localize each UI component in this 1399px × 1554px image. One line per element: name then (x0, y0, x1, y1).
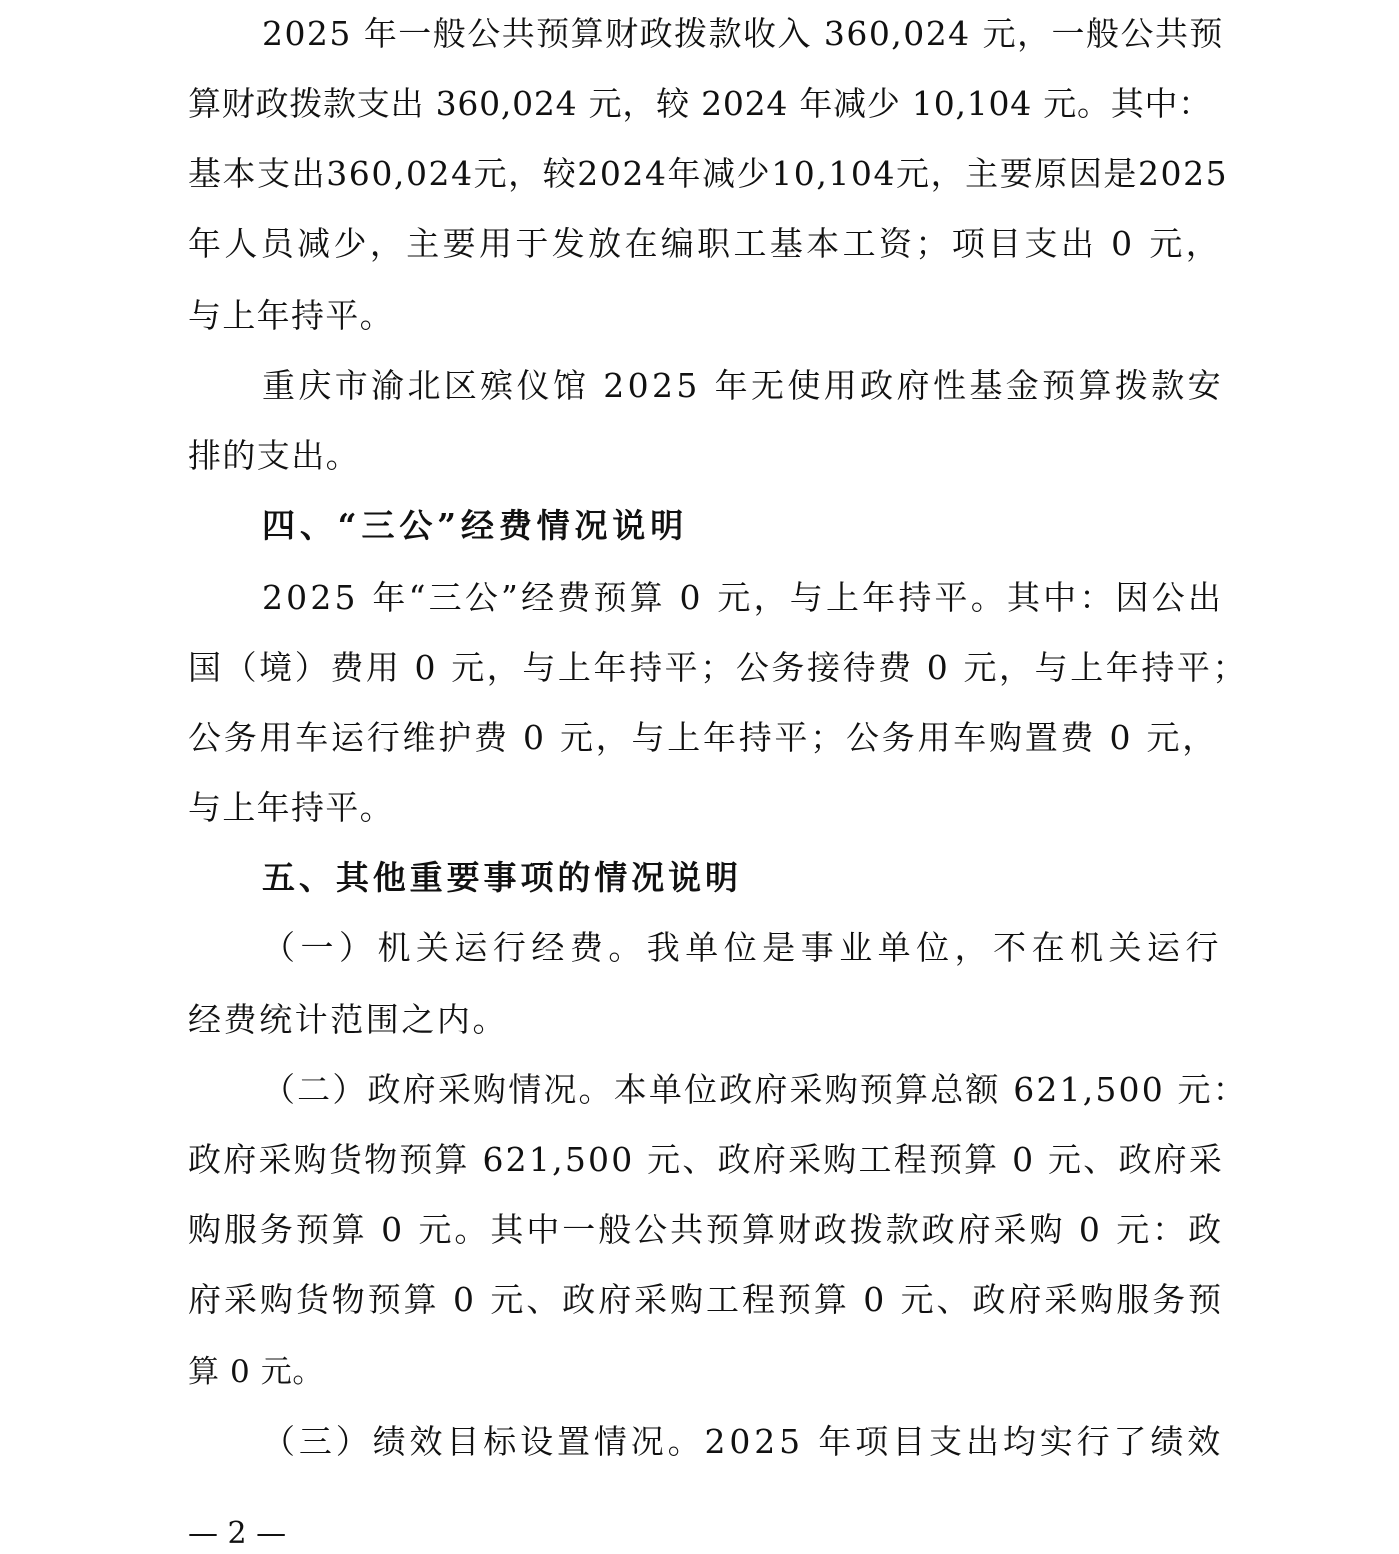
text-segment: 经费统计范围之内。 (188, 1000, 509, 1039)
body-text-line (0, 1412, 1399, 1472)
body-text-line (0, 1270, 1399, 1330)
body-text-line (0, 356, 1399, 416)
body-text-line (0, 778, 1399, 838)
body-text-line (0, 1342, 1399, 1402)
body-text-line (0, 990, 1399, 1050)
page-number: — 2 — (188, 1516, 287, 1551)
body-text-line (0, 1200, 1399, 1260)
body-text-line (0, 1130, 1399, 1190)
body-text-line (0, 708, 1399, 768)
text-segment: 与上年持平。 (188, 788, 394, 827)
body-text-line (0, 144, 1399, 204)
text-segment: 算财政拨款支出 360,024 元，较 2024 年减少 10,104 元。其中： (188, 84, 1213, 123)
heading-text: 四、“三公”经费情况说明 (262, 506, 689, 545)
text-segment: 政府采购货物预算 621,500 元、政府采购工程预算 0 元、政府采 (188, 1140, 1225, 1179)
text-segment: 基本支出360,024元，较2024年减少10,104元，主要原因是2025 (188, 154, 1229, 193)
body-text-line (0, 918, 1399, 978)
text-segment: 年人员减少，主要用于发放在编职工基本工资；项目支出 0 元， (188, 224, 1223, 263)
text-segment: 排的支出。 (188, 436, 360, 475)
text-segment: （一）机关运行经费。我单位是事业单位，不在机关运行 (262, 928, 1224, 967)
text-segment: 购服务预算 0 元。其中一般公共预算财政拨款政府采购 0 元：政 (188, 1210, 1225, 1249)
body-text-line (0, 426, 1399, 486)
text-segment: （二）政府采购情况。本单位政府采购预算总额 621,500 元： (262, 1070, 1248, 1109)
text-segment: 算 0 元。 (188, 1354, 324, 1390)
body-text-line (0, 638, 1399, 698)
text-segment: 重庆市渝北区殡仪馆 2025 年无使用政府性基金预算拨款安 (262, 366, 1224, 405)
text-segment: （三）绩效目标设置情况。2025 年项目支出均实行了绩效 (262, 1422, 1225, 1461)
body-text-line (0, 1060, 1399, 1120)
body-text-line (0, 74, 1399, 134)
text-segment: 2025 年“三公”经费预算 0 元，与上年持平。其中：因公出 (262, 578, 1225, 617)
body-text-line (0, 568, 1399, 628)
body-text-line (0, 286, 1399, 346)
section-heading (0, 496, 1399, 556)
heading-text: 五、其他重要事项的情况说明 (262, 858, 742, 897)
text-segment: 府采购货物预算 0 元、政府采购工程预算 0 元、政府采购服务预 (188, 1280, 1225, 1319)
text-segment: 公务用车运行维护费 0 元，与上年持平；公务用车购置费 0 元， (188, 718, 1218, 757)
text-segment: 2025 年一般公共预算财政拨款收入 360,024 元，一般公共预 (262, 14, 1224, 53)
text-segment: 与上年持平。 (188, 296, 394, 335)
body-text-line (0, 4, 1399, 64)
section-heading (0, 848, 1399, 908)
body-text-line (0, 214, 1399, 274)
text-segment: 国（境）费用 0 元，与上年持平；公务接待费 0 元，与上年持平； (188, 648, 1249, 687)
